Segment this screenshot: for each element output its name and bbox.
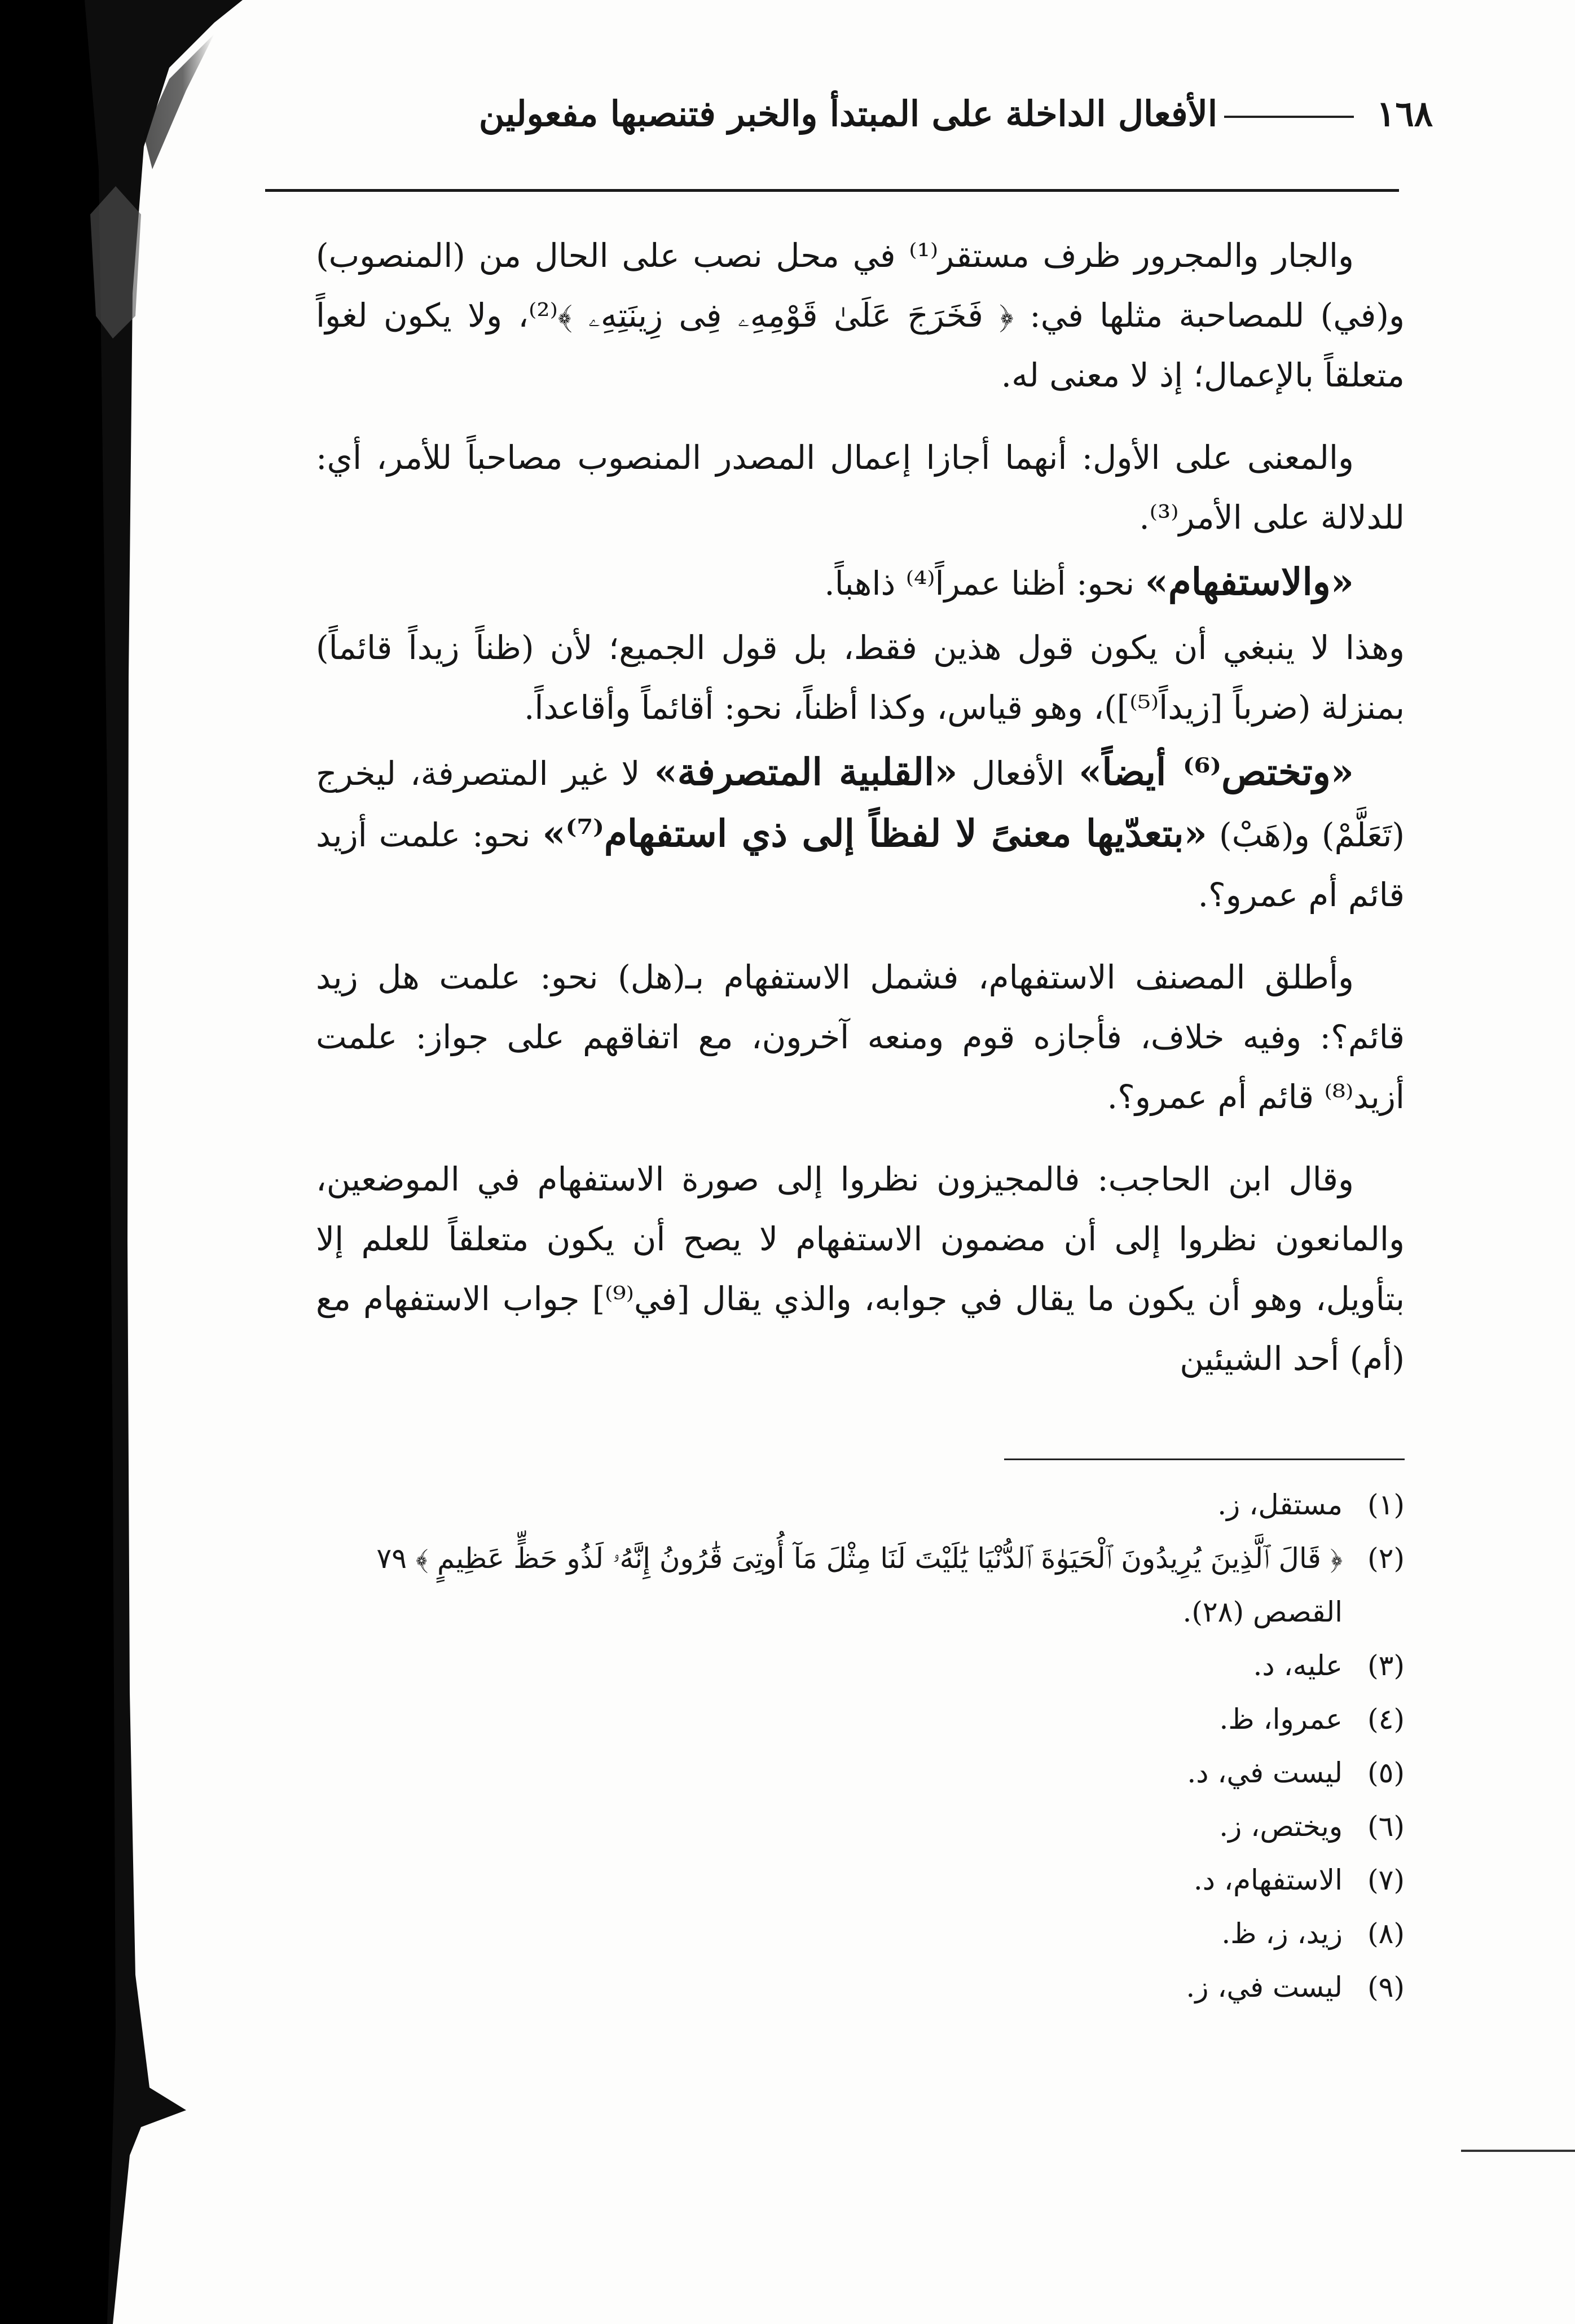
footnote-text: ليست في، د. <box>1187 1756 1343 1789</box>
footnote <box>316 1907 1405 1961</box>
footnote-text: ﴿ قَالَ ٱلَّذِينَ يُرِيدُونَ ٱلْحَيَوٰةَ ٱلدُّنْيَا يَٰلَيْتَ لَنَا مِثْلَ مَآ أُوتِىَ قَٰرُونُ إِنَّهُۥ لَذُو حَظٍّ عَظِيمٍ ﴾ ٧٩ <box>376 1542 1343 1575</box>
header-dash <box>1224 116 1354 118</box>
header-rule <box>265 189 1399 192</box>
footnote-text: عمروا، ظ. <box>1219 1703 1343 1736</box>
footnote-text: عليه، د. <box>1253 1649 1343 1682</box>
paragraph-5 <box>316 742 1405 925</box>
paragraph-3-text: نحو: أظنا عمراً⁽⁴⁾ ذاهباً. <box>824 564 1145 603</box>
footnote-continuation: القصص (٢٨). <box>1182 1596 1343 1628</box>
paragraph-7: وقال ابن الحاجب: فالمجيزون نظروا إلى صورة الاستفهام في الموضعين، والمانعون نظروا إلى أن مضمون الاستفهام لا يصح أن يكون متعلقاً للعلم إلا بتأويل، وهو أن يكون ما يقال في جوابه، والذي يقال [في⁽⁹⁾] جواب الاستفهام مع (أم) أحد الشيئين <box>316 1160 1405 1378</box>
paragraph-4: وهذا لا ينبغي أن يكون قول هذين فقط، بل قول الجميع؛ لأن (ظناً زيداً قائماً) بمنزلة (ضرباً [زيداً⁽⁵⁾])، وهو قياس، وكذا أظناً، نحو: أقائماً وأقاعداً. <box>316 629 1405 727</box>
footnote-text: زيد، ز، ظ. <box>1221 1917 1343 1950</box>
corner-rule <box>1461 2150 1575 2152</box>
paragraph-1: والجار والمجرور ظرف مستقر⁽¹⁾ في محل نصب على الحال من (المنصوب) و(في) للمصاحبة مثلها في: ﴿ فَخَرَجَ عَلَىٰ قَوْمِهِۦ فِى زِينَتِهِۦ ﴾⁽²⁾، ولا يكون لغواً متعلقاً بالإعمال؛ إذ لا معنى له. <box>316 236 1405 394</box>
paragraph-5-text-3: نحو: علمت أزيد قائم أم عمرو؟. <box>316 816 1405 914</box>
footnote-text: ليست في، ز. <box>1186 1971 1343 2004</box>
matn-istifham: «والاستفهام» <box>1145 560 1354 604</box>
footnote-rule <box>1004 1458 1405 1460</box>
footnote <box>316 1800 1405 1853</box>
paragraph-2: والمعنى على الأول: أنهما أجازا إعمال المصدر المنصوب مصاحباً للأمر، أي: للدلالة على الأمر⁽³⁾. <box>316 438 1405 537</box>
footnote <box>316 1853 1405 1907</box>
footnote-text: مستقل، ز. <box>1217 1488 1343 1521</box>
footnote-number: (٥) <box>1367 1756 1405 1789</box>
matn-takhtass: «وتختص⁽⁶⁾ أيضاً» <box>1079 750 1354 794</box>
footnote-number: (٧) <box>1367 1864 1405 1896</box>
running-title: الأفعال الداخلة على المبتدأ والخبر فتنصبها مفعولين <box>478 93 1218 134</box>
paragraph-5-text-2: لا غير المتصرفة، ليخرج (تَعَلَّمْ) و(هَبْ) <box>316 754 1405 854</box>
page-header <box>478 93 1433 155</box>
footnote <box>316 1961 1405 2014</box>
paragraph-3 <box>316 552 1405 613</box>
matn-qalbiya: «القلبية المتصرفة» <box>654 750 958 794</box>
footnote-text: ويختص، ز. <box>1219 1810 1343 1843</box>
matn-taaddi: «بتعدّيها معنىً لا لفظاً إلى ذي استفهام⁽⁷⁾» <box>542 811 1207 855</box>
footnote-number: (٣) <box>1367 1649 1405 1682</box>
footnote-number: (٨) <box>1367 1917 1405 1950</box>
page-number: ١٦٨ <box>1376 93 1433 134</box>
paragraph-5-text-1: الأفعال <box>957 754 1079 793</box>
footnote-number: (٢) <box>1367 1542 1405 1575</box>
footnote-number: (١) <box>1367 1488 1405 1521</box>
footnote-number: (٦) <box>1367 1810 1405 1843</box>
footnote <box>316 1532 1405 1585</box>
footnote <box>316 1639 1405 1693</box>
main-text <box>316 226 1405 1411</box>
footnote <box>316 1478 1405 1532</box>
footnote <box>316 1693 1405 1746</box>
footnote-text: الاستفهام، د. <box>1193 1864 1343 1896</box>
footnote-number: (٩) <box>1367 1971 1405 2004</box>
footnotes <box>316 1478 1405 2014</box>
book-binding-shadow <box>0 0 265 2324</box>
footnote <box>316 1746 1405 1800</box>
footnote-number: (٤) <box>1367 1703 1405 1736</box>
paragraph-6: وأطلق المصنف الاستفهام، فشمل الاستفهام بـ(هل) نحو: علمت هل زيد قائم؟: وفيه خلاف، فأجازه قوم ومنعه آخرون، مع اتفاقهم على جواز: علمت أزيد⁽⁸⁾ قائم أم عمرو؟. <box>316 958 1405 1116</box>
